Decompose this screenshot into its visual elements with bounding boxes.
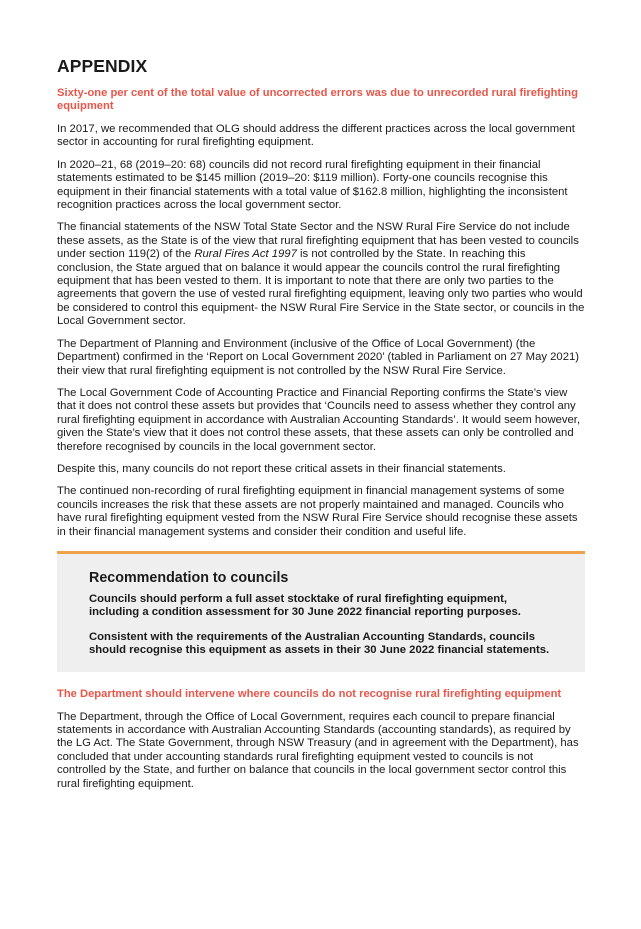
recommendation-item-recognise: Consistent with the requirements of the Australian Accounting Standards, councils should recognise this equipment as assets in their 30 June 2022 financial statements. <box>89 630 550 657</box>
page-title: APPENDIX <box>57 56 148 76</box>
paragraph-2017-recommendation: In 2017, we recommended that OLG should address the different practices across the local government sector in accounting for rural firefighting equipment. <box>57 123 575 149</box>
recommendation-item-stocktake: Councils should perform a full asset stocktake of rural firefighting equipment, including a condition assessment for 30 June 2022 financial reporting purposes. <box>89 592 521 619</box>
section-subheading-department: The Department should intervene where councils do not recognise rural firefighting equipment <box>57 687 562 700</box>
paragraph-continued-non-recording: The continued non-recording of rural firefighting equipment in financial management systems of some councils increases the risk that these assets are not properly maintained and managed. Councils who have rural firefighting equipment vested from the NSW Rural Fire Service should recognise these assets in their financial management systems and consider their condition and useful life. <box>57 485 578 538</box>
paragraph-department-view: The Department of Planning and Environment (inclusive of the Office of Local Government) (the Department) confirmed in the ‘Report on Local Government 2020’ (tabled in Parliament on 27 May 2021) their view that rural firefighting equipment is not controlled by the NSW Rural Fire Service. <box>57 337 580 377</box>
paragraph-code-of-accounting: The Local Government Code of Accounting Practice and Financial Reporting confirms the State’s view that it does not control these assets but provides that ‘Councils need to assess whether they control any rural firefighting equipment in accordance with Australian Accounting Standards’. It would seem however, given the State’s view that it does not control these assets, that these assets can only be controlled and therefore recognised by councils in the local government sector. <box>57 386 581 453</box>
act-name: Rural Fires Act 1997 <box>194 248 297 261</box>
recommendation-box <box>57 551 585 672</box>
section-subheading-errors: Sixty-one per cent of the total value of uncorrected errors was due to unrecorded rural firefighting equipment <box>57 87 578 112</box>
document-page <box>57 56 585 800</box>
paragraph-despite-this: Despite this, many councils do not report these critical assets in their financial statements. <box>57 462 506 475</box>
paragraph-department-requirements: The Department, through the Office of Local Government, requires each council to prepare financial statements in accordance with Australian Accounting Standards (accounting standards), as required by the LG Act. The State Government, through NSW Treasury (and in agreement with the Department), has concluded that under accounting standards rural firefighting equipment vested to councils is not controlled by the State, and further on balance that councils in the local government sector control this rural firefighting equipment. <box>57 710 579 790</box>
paragraph-unrecorded-equipment: In 2020–21, 68 (2019–20: 68) councils did not record rural firefighting equipment in their financial statements estimated to be $145 million (2019–20: $119 million). Forty-one councils recognise this equipment in their financial statements with a total value of $162.8 million, highlighting the inconsistent recognition practices across the local government sector. <box>57 158 568 212</box>
paragraph-state-view: The financial statements of the NSW Total State Sector and the NSW Rural Fire Service do not include these assets, as the State is of the view that rural firefighting equipment that has been vested to councils under section 119(2) of the Rural Fires Act 1997 is not controlled by the State. In reaching this conclusion, the State argued that on balance it would appear the councils control the rural firefighting equipment that has been vested to them. It is important to note that there are only two parties to the agreements that govern the use of vested rural firefighting equipment, leaving only two parties who would be considered to control this equipment- the NSW Rural Fire Service in the State sector, or councils in the Local Government sector. <box>57 221 585 328</box>
recommendation-title: Recommendation to councils <box>89 569 289 586</box>
